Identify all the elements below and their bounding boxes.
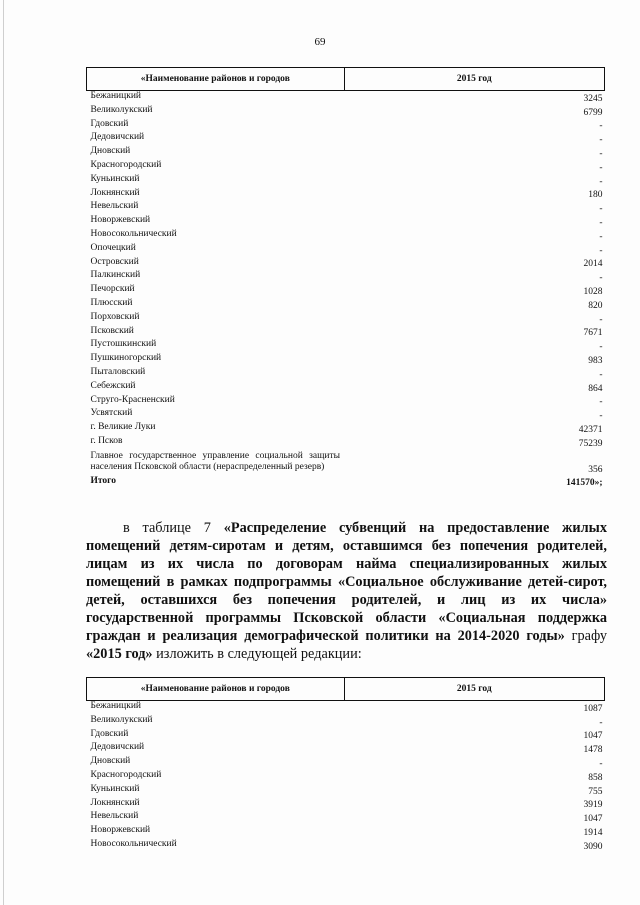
district-value: -: [599, 245, 603, 256]
district-name: Гдовский: [90, 728, 129, 739]
district-name: Дедовичский: [90, 132, 145, 143]
table-header-row: [87, 678, 605, 701]
district-name: Островский: [90, 256, 139, 267]
district-name: Усвятский: [90, 408, 133, 419]
district-name: г. Великие Луки: [90, 422, 156, 433]
table-row: [87, 243, 605, 257]
table-header-row: [87, 68, 605, 91]
table-row: [87, 381, 605, 395]
district-value: 3090: [583, 841, 603, 852]
district-name: Пыталовский: [90, 366, 146, 377]
page-number: 69: [314, 36, 326, 48]
district-name: Новоржевский: [90, 215, 151, 226]
table-row: [87, 353, 605, 367]
district-value: 983: [588, 355, 603, 366]
district-value: -: [599, 121, 603, 132]
district-value: 7671: [583, 328, 603, 339]
total-value: 141570»;: [566, 478, 603, 489]
column-header-year: 2015 год: [344, 678, 604, 701]
district-name: Куньинский: [90, 783, 140, 794]
table-row: [87, 701, 605, 715]
table-row: [87, 119, 605, 133]
amendment-paragraph: [86, 519, 607, 663]
subsidy-table-1: [86, 67, 605, 489]
district-name: Палкинский: [90, 270, 141, 281]
district-value: 2014: [583, 259, 603, 270]
table-row: [87, 229, 605, 243]
district-value: 1047: [583, 814, 603, 825]
table-row: [87, 811, 605, 825]
table-row: [87, 798, 605, 812]
district-value: -: [599, 758, 603, 769]
table-row: [87, 188, 605, 202]
district-value: -: [599, 342, 603, 353]
district-value: -: [599, 204, 603, 215]
district-name: Невельский: [90, 811, 139, 822]
district-value: 180: [588, 190, 603, 201]
district-name: Дедовичский: [90, 742, 145, 753]
district-name: Гдовский: [90, 118, 129, 129]
table-row: [87, 770, 605, 784]
district-name: г. Псков: [90, 435, 123, 446]
district-name: Великолукский: [90, 104, 153, 115]
district-value: 864: [588, 383, 603, 394]
district-name: Локнянский: [90, 187, 140, 198]
district-value: 858: [588, 772, 603, 783]
district-value: -: [599, 397, 603, 408]
table-row: [87, 395, 605, 409]
district-name: Новосокольнический: [90, 228, 177, 239]
paragraph-mid: графу: [564, 628, 607, 644]
table-row: [87, 105, 605, 119]
district-value: 1028: [583, 286, 603, 297]
district-value: 755: [588, 786, 603, 797]
table-row: [87, 839, 605, 853]
district-value: 75239: [578, 438, 603, 449]
paragraph-bold-column: «2015 год»: [86, 646, 153, 662]
district-name: Красногородский: [90, 769, 162, 780]
table-row: [87, 408, 605, 422]
district-value: -: [599, 135, 603, 146]
table-row: [87, 825, 605, 839]
paragraph-bold-title: «Распределение субвенций на предоставление жилых помещений детям-сиротам и детям, оставшимся без попечения родителей, лицам из их числа по договорам найма специализированных жилых помещений в рамках подпрограммы «Социальное обслуживание детей-сирот, детей, оставшихся без попечения родителей, и лиц из их числа» государственной программы Псковской области «Социальная поддержка граждан и реализация демографической политики на 2014-2020 годы»: [86, 520, 607, 644]
district-name: Псковский: [90, 325, 134, 336]
district-name: Пустошкинский: [90, 339, 157, 350]
district-value: 1478: [583, 745, 603, 756]
district-name: Локнянский: [90, 797, 140, 808]
table-row: [87, 450, 605, 476]
table-row: [87, 298, 605, 312]
table-row: [87, 201, 605, 215]
table-row: [87, 284, 605, 298]
table-row: [87, 174, 605, 188]
table-body: [87, 701, 605, 853]
district-value: 1047: [583, 731, 603, 742]
district-value: 1914: [583, 827, 603, 838]
district-name: Невельский: [90, 201, 139, 212]
district-value: -: [599, 231, 603, 242]
district-value: 6799: [583, 107, 603, 118]
table-row: [87, 367, 605, 381]
district-name: Порховский: [90, 311, 140, 322]
table-row: [87, 257, 605, 271]
district-name: Новоржевский: [90, 825, 151, 836]
table-row: [87, 729, 605, 743]
district-value: -: [599, 717, 603, 728]
district-value: 820: [588, 300, 603, 311]
district-value: 3245: [583, 93, 603, 104]
district-value: 42371: [578, 424, 603, 435]
district-name: Пушкиногорский: [90, 353, 162, 364]
district-name: Опочецкий: [90, 242, 136, 253]
total-label: Итого: [90, 475, 117, 486]
column-header-district: «Наименование районов и городов: [87, 68, 345, 91]
district-name: Главное государственное управление социальной защиты населения Псковской области (нераспределенный резерв): [90, 450, 341, 473]
table-row: [87, 91, 605, 105]
table-row: [87, 756, 605, 770]
district-value: -: [599, 176, 603, 187]
district-value: 3919: [583, 800, 603, 811]
table-row: [87, 436, 605, 450]
table-row: [87, 132, 605, 146]
paragraph-suffix: изложить в следующей редакции:: [152, 646, 362, 662]
district-value: -: [599, 369, 603, 380]
table-row: [87, 312, 605, 326]
table-row: [87, 160, 605, 174]
table-row: [87, 146, 605, 160]
district-value: -: [599, 411, 603, 422]
district-value: 1087: [583, 703, 603, 714]
district-name: Плюсский: [90, 297, 133, 308]
district-name: Себежский: [90, 380, 136, 391]
table-row: [87, 784, 605, 798]
district-name: Красногородский: [90, 159, 162, 170]
district-name: Бежаницкий: [90, 91, 141, 101]
district-value: -: [599, 162, 603, 173]
column-header-district: «Наименование районов и городов: [87, 678, 345, 701]
page-edge: [3, 0, 4, 905]
district-value: -: [599, 217, 603, 228]
district-name: Струго-Красненский: [90, 394, 175, 405]
table-row: [87, 270, 605, 284]
district-value: -: [599, 314, 603, 325]
district-value: -: [599, 273, 603, 284]
district-name: Дновский: [90, 756, 131, 767]
district-name: Бежаницкий: [90, 701, 141, 711]
table-row: [87, 215, 605, 229]
district-value: 356: [588, 464, 603, 475]
district-name: Куньинский: [90, 173, 140, 184]
table-row: [87, 339, 605, 353]
table-total-row: [87, 476, 605, 490]
subsidy-table-2: [86, 677, 605, 853]
paragraph-prefix: в таблице 7: [123, 520, 224, 536]
table-row: [87, 326, 605, 340]
district-value: -: [599, 148, 603, 159]
table-row: [87, 742, 605, 756]
district-name: Новосокольнический: [90, 838, 177, 849]
district-name: Дновский: [90, 146, 131, 157]
table-row: [87, 715, 605, 729]
district-name: Великолукский: [90, 714, 153, 725]
district-name: Печорский: [90, 284, 135, 295]
table-body: [87, 91, 605, 490]
table-row: [87, 422, 605, 436]
column-header-year: 2015 год: [344, 68, 604, 91]
